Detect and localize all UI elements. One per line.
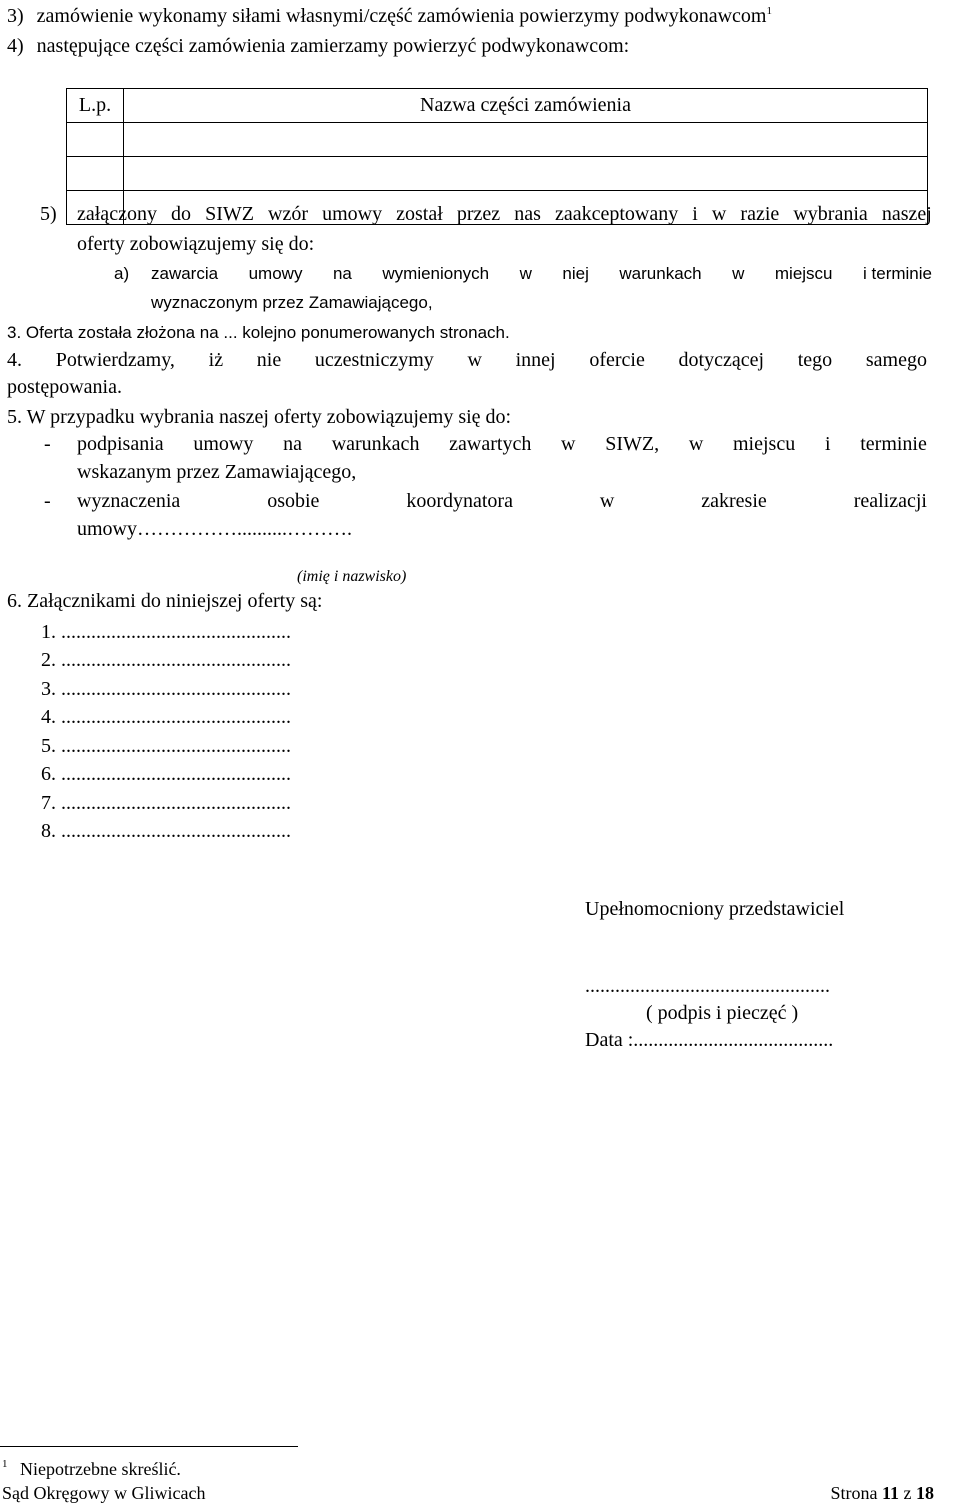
- word: wzór: [268, 203, 309, 225]
- footnote-divider: [0, 1446, 298, 1447]
- paragraph-5-bullet1-line1: [77, 432, 927, 456]
- footer-court: Sąd Okręgowy w Gliwicach: [2, 1483, 206, 1503]
- word: warunkach: [619, 264, 702, 283]
- sub-item-a-line1: [151, 262, 932, 286]
- word: zakresie: [701, 490, 767, 512]
- paragraph-5-bullet2-line1: [77, 489, 927, 513]
- table-row: [67, 123, 928, 157]
- word: miejscu: [774, 264, 833, 283]
- word: naszej: [881, 203, 932, 225]
- word: samego: [865, 349, 927, 371]
- word: umowy: [322, 203, 383, 225]
- footnote: [2, 1457, 181, 1481]
- paragraph-4-line1: [7, 348, 927, 372]
- page-total: 18: [916, 1483, 934, 1503]
- paragraph-5-heading: 5. W przypadku wybrania naszej oferty zobowiązujemy się do:: [7, 406, 512, 428]
- word: tego: [797, 349, 833, 371]
- word: warunkach: [331, 433, 420, 455]
- word: do: [171, 203, 192, 225]
- paragraph-5-bullet1-line2: wskazanym przez Zamawiającego,: [77, 461, 357, 483]
- list-item-3-number: 3): [7, 5, 24, 27]
- word: umowy: [248, 264, 303, 283]
- paragraph-5-bullet2-dash: -: [44, 490, 51, 512]
- word: przez: [456, 203, 501, 225]
- word: i: [692, 203, 698, 225]
- word: i: [824, 433, 831, 455]
- list-item-5-line1: [77, 202, 932, 226]
- name-caption: (imię i nazwisko): [297, 568, 407, 585]
- word: podpisania: [77, 433, 164, 455]
- sub-item-a-label: a): [114, 264, 130, 283]
- attachment-item: 8. ..............................................: [41, 820, 291, 842]
- word: dotyczącej: [678, 349, 765, 371]
- table-header-name: Nazwa części zamówienia: [124, 89, 928, 123]
- word: niej: [562, 264, 589, 283]
- word: 4.: [7, 349, 22, 371]
- list-item-5-line2: oferty zobowiązujemy się do:: [77, 233, 315, 255]
- attachment-item: 6. ..............................................: [41, 763, 291, 785]
- word: ofercie: [589, 349, 645, 371]
- word: wyznaczenia: [77, 490, 181, 512]
- paragraph-3: 3. Oferta została złożona na ... kolejno ponumerowanych stronach.: [7, 323, 510, 342]
- word: w: [599, 490, 615, 512]
- word: zaakceptowany: [554, 203, 679, 225]
- signature-caption: ( podpis i pieczęć ): [646, 1002, 799, 1024]
- word: Potwierdzamy,: [55, 349, 175, 371]
- table-cell: [67, 123, 124, 157]
- list-item-5-number: 5): [40, 203, 57, 225]
- paragraph-5-bullet1-dash: -: [44, 433, 51, 455]
- table-row: [67, 157, 928, 191]
- word: razie: [740, 203, 780, 225]
- paragraph-4-line2: postępowania.: [7, 376, 122, 398]
- word: na: [283, 433, 302, 455]
- footnote-text: Niepotrzebne skreślić.: [20, 1459, 181, 1479]
- word: realizacji: [853, 490, 927, 512]
- attachments-heading: 6. Załącznikami do niniejszej oferty są:: [7, 590, 323, 612]
- attachment-item: 7. ..............................................: [41, 792, 291, 814]
- table-header-row: [67, 89, 928, 123]
- word: osobie: [267, 490, 320, 512]
- word: w: [732, 264, 745, 283]
- word: innej: [515, 349, 556, 371]
- list-item-3: [7, 4, 772, 28]
- word: na: [332, 264, 352, 283]
- word: umowy: [193, 433, 254, 455]
- attachment-item: 3. ..............................................: [41, 678, 291, 700]
- footnote-number: 1: [2, 1458, 8, 1470]
- list-item-4-number: 4): [7, 35, 24, 57]
- attachment-item: 5. ..............................................: [41, 735, 291, 757]
- word: w: [711, 203, 727, 225]
- table-cell: [124, 157, 928, 191]
- footer-page-number: [830, 1481, 934, 1505]
- table-cell: [67, 157, 124, 191]
- word: nie: [256, 349, 282, 371]
- footnote-ref: 1: [766, 5, 772, 17]
- paragraph-5-bullet2-line2: umowy……………..........……….: [77, 518, 352, 540]
- word: w: [561, 433, 576, 455]
- attachment-item: 2. ..............................................: [41, 649, 291, 671]
- word: miejscu: [733, 433, 796, 455]
- word: wybrania: [793, 203, 868, 225]
- word: koordynatora: [406, 490, 513, 512]
- word: załączony: [77, 203, 157, 225]
- word: iż: [208, 349, 224, 371]
- word: SIWZ,: [605, 433, 660, 455]
- table-header-lp: L.p.: [67, 89, 124, 123]
- word: i terminie: [863, 264, 932, 283]
- word: terminie: [860, 433, 927, 455]
- attachment-item: 4. ..............................................: [41, 706, 291, 728]
- list-item-4-text: następujące części zamówienia zamierzamy powierzyć podwykonawcom:: [36, 35, 630, 57]
- page-prefix: Strona: [830, 1483, 878, 1503]
- word: w: [519, 264, 532, 283]
- page-current: 11: [881, 1483, 899, 1503]
- word: uczestniczymy: [314, 349, 434, 371]
- word: został: [396, 203, 443, 225]
- signature-date: Data :........................................: [585, 1029, 834, 1051]
- table-cell: [124, 123, 928, 157]
- list-item-4: [7, 34, 629, 58]
- word: zawartych: [449, 433, 532, 455]
- sub-item-a-line2: wyznaczonym przez Zamawiającego,: [151, 293, 433, 312]
- page-sep: z: [903, 1483, 912, 1503]
- attachment-item: 1. ..............................................: [41, 621, 291, 643]
- word: SIWZ: [205, 203, 254, 225]
- word: zawarcia: [151, 264, 219, 283]
- word: nas: [514, 203, 541, 225]
- signature-line: .................................................: [585, 975, 830, 997]
- word: w: [688, 433, 704, 455]
- list-item-3-text: zamówienie wykonamy siłami własnymi/część zamówienia powierzymy podwykonawcom: [36, 5, 767, 27]
- word: w: [467, 349, 482, 371]
- word: wymienionych: [382, 264, 490, 283]
- signature-title: Upełnomocniony przedstawiciel: [585, 898, 845, 920]
